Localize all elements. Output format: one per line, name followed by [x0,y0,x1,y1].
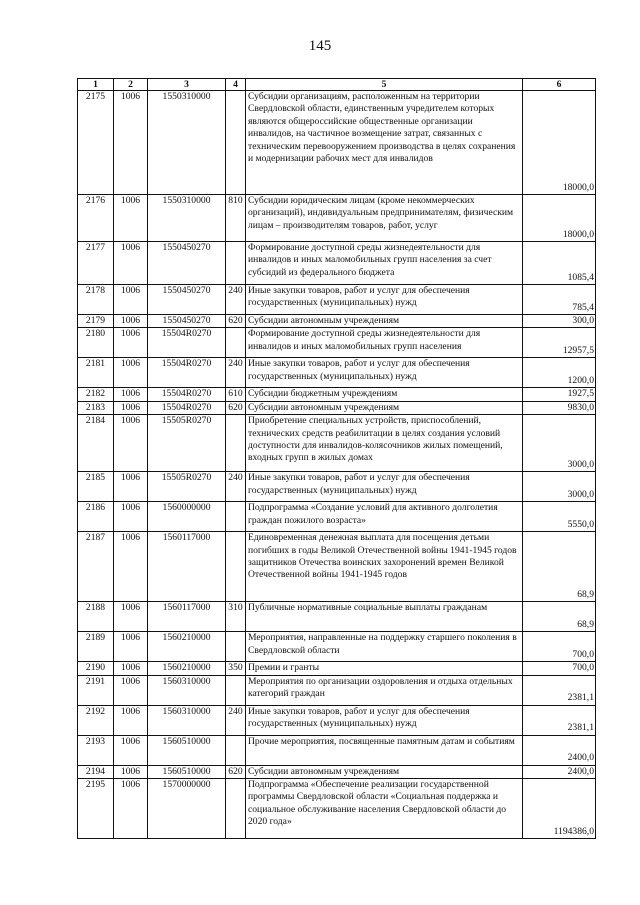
section-code-cell: 1006 [114,765,148,778]
section-code-cell: 1006 [114,315,148,328]
amount-cell: 5550,0 [523,502,596,532]
expense-type-cell [226,415,246,472]
description-cell: Приобретение специальных устройств, приспособлений, технических средств реабилитации в целях создания условий доступности для инвалидов-колясочников жилых помещений, входных групп в жилых домах [246,415,523,472]
target-code-cell: 1560510000 [148,765,226,778]
amount-cell: 12957,5 [523,328,596,358]
table-row [78,502,596,532]
amount-cell: 700,0 [523,662,596,675]
amount-cell: 700,0 [523,632,596,662]
amount-cell: 3000,0 [523,415,596,472]
expense-type-cell [226,532,246,602]
expense-type-cell: 620 [226,765,246,778]
description-cell: Подпрограмма «Обеспечение реализации государственной программы Свердловской области «Социальная поддержка и социальное обслуживание населения Свердловской области до 2020 года» [246,779,523,839]
amount-cell: 3000,0 [523,472,596,502]
expense-type-cell [226,779,246,839]
section-code-cell: 1006 [114,602,148,632]
section-code-cell: 1006 [114,358,148,388]
section-code-cell: 1006 [114,705,148,735]
expense-type-cell: 240 [226,705,246,735]
header-cell: 2 [114,79,148,91]
section-code-cell: 1006 [114,662,148,675]
target-code-cell: 1560117000 [148,602,226,632]
expense-type-cell: 240 [226,285,246,315]
description-cell: Формирование доступной среды жизнедеятельности для инвалидов и иных маломобильных групп населения [246,328,523,358]
table-row [78,602,596,632]
table-row [78,765,596,778]
description-cell: Иные закупки товаров, работ и услуг для обеспечения государственных (муниципальных) нужд [246,358,523,388]
table-row [78,735,596,765]
header-row [78,79,596,91]
description-cell: Формирование доступной среды жизнедеятельности для инвалидов и иных маломобильных групп населения за счет субсидий из федерального бюджета [246,242,523,285]
table-row [78,285,596,315]
section-code-cell: 1006 [114,632,148,662]
section-code-cell: 1006 [114,328,148,358]
description-cell: Единовременная денежная выплата для посещения детьми погибших в годы Великой Отечественной войны 1941-1945 годов защитников Отечества воинских захоронений времен Великой Отечественной войны 1941-1945 годов [246,532,523,602]
target-code-cell: 15504R0270 [148,328,226,358]
description-cell: Иные закупки товаров, работ и услуг для обеспечения государственных (муниципальных) нужд [246,285,523,315]
expense-type-cell [226,328,246,358]
page-number: 145 [308,38,332,54]
target-code-cell: 15504R0270 [148,358,226,388]
target-code-cell: 15504R0270 [148,388,226,401]
table-row [78,415,596,472]
row-number-cell: 2177 [78,242,114,285]
row-number-cell: 2191 [78,675,114,705]
expense-type-cell: 310 [226,602,246,632]
table-row [78,358,596,388]
row-number-cell: 2179 [78,315,114,328]
target-code-cell: 1560210000 [148,632,226,662]
row-number-cell: 2186 [78,502,114,532]
target-code-cell: 1560510000 [148,735,226,765]
header-cell: 4 [226,79,246,91]
header-cell: 6 [523,79,596,91]
section-code-cell: 1006 [114,242,148,285]
row-number-cell: 2178 [78,285,114,315]
target-code-cell: 1570000000 [148,779,226,839]
row-number-cell: 2192 [78,705,114,735]
header-cell: 1 [78,79,114,91]
table-row [78,91,596,195]
expense-type-cell: 240 [226,472,246,502]
row-number-cell: 2187 [78,532,114,602]
amount-cell: 1200,0 [523,358,596,388]
amount-cell: 9830,0 [523,401,596,414]
expense-type-cell [226,735,246,765]
expense-type-cell: 240 [226,358,246,388]
expense-type-cell: 810 [226,195,246,242]
table-row [78,675,596,705]
row-number-cell: 2175 [78,91,114,195]
row-number-cell: 2185 [78,472,114,502]
expense-type-cell [226,502,246,532]
target-code-cell: 1550450270 [148,242,226,285]
row-number-cell: 2183 [78,401,114,414]
section-code-cell: 1006 [114,735,148,765]
expense-type-cell: 610 [226,388,246,401]
target-code-cell: 15504R0270 [148,401,226,414]
target-code-cell: 1560000000 [148,502,226,532]
section-code-cell: 1006 [114,415,148,472]
description-cell: Премии и гранты [246,662,523,675]
target-code-cell: 1560210000 [148,662,226,675]
expense-type-cell: 350 [226,662,246,675]
header-cell: 5 [246,79,523,91]
amount-cell: 785,4 [523,285,596,315]
table-row [78,195,596,242]
table-row [78,779,596,839]
target-code-cell: 1550310000 [148,91,226,195]
row-number-cell: 2184 [78,415,114,472]
description-cell: Субсидии юридическим лицам (кроме некоммерческих организаций), индивидуальным предпринимателям, физическим лицам – производителям товаров, работ, услуг [246,195,523,242]
expense-type-cell [226,675,246,705]
section-code-cell: 1006 [114,532,148,602]
description-cell: Прочие мероприятия, посвященные памятным датам и событиям [246,735,523,765]
target-code-cell: 1560310000 [148,675,226,705]
amount-cell: 1927,5 [523,388,596,401]
target-code-cell: 1560310000 [148,705,226,735]
table-row [78,632,596,662]
amount-cell: 2400,0 [523,735,596,765]
table-row [78,532,596,602]
table-row [78,328,596,358]
row-number-cell: 2190 [78,662,114,675]
expense-type-cell: 620 [226,315,246,328]
expense-type-cell [226,91,246,195]
amount-cell: 68,9 [523,602,596,632]
description-cell: Публичные нормативные социальные выплаты гражданам [246,602,523,632]
amount-cell: 1085,4 [523,242,596,285]
description-cell: Субсидии автономным учреждениям [246,765,523,778]
row-number-cell: 2189 [78,632,114,662]
description-cell: Мероприятия по организации оздоровления и отдыха отдельных категорий граждан [246,675,523,705]
expense-type-cell [226,632,246,662]
amount-cell: 2381,1 [523,675,596,705]
amount-cell: 18000,0 [523,91,596,195]
row-number-cell: 2181 [78,358,114,388]
target-code-cell: 1550450270 [148,315,226,328]
table-row [78,472,596,502]
target-code-cell: 1550450270 [148,285,226,315]
description-cell: Субсидии автономным учреждениям [246,315,523,328]
row-number-cell: 2194 [78,765,114,778]
row-number-cell: 2176 [78,195,114,242]
amount-cell: 18000,0 [523,195,596,242]
row-number-cell: 2193 [78,735,114,765]
budget-table [77,78,596,839]
amount-cell: 2381,1 [523,705,596,735]
table-row [78,401,596,414]
target-code-cell: 1550310000 [148,195,226,242]
description-cell: Мероприятия, направленные на поддержку старшего поколения в Свердловской области [246,632,523,662]
target-code-cell: 15505R0270 [148,472,226,502]
description-cell: Субсидии организациям, расположенным на территории Свердловской области, единственным учредителем которых являются общероссийские общественные организации инвалидов, на частичное возмещение затрат, связанных с техническим перевооружением производства в целях сохранения и модернизации рабочих мест для инвалидов [246,91,523,195]
expense-type-cell: 620 [226,401,246,414]
description-cell: Субсидии бюджетным учреждениям [246,388,523,401]
amount-cell: 68,9 [523,532,596,602]
description-cell: Иные закупки товаров, работ и услуг для обеспечения государственных (муниципальных) нужд [246,472,523,502]
section-code-cell: 1006 [114,388,148,401]
section-code-cell: 1006 [114,91,148,195]
header-cell: 3 [148,79,226,91]
expense-type-cell [226,242,246,285]
section-code-cell: 1006 [114,195,148,242]
section-code-cell: 1006 [114,675,148,705]
table-row [78,242,596,285]
section-code-cell: 1006 [114,285,148,315]
target-code-cell: 1560117000 [148,532,226,602]
target-code-cell: 15505R0270 [148,415,226,472]
row-number-cell: 2182 [78,388,114,401]
description-cell: Подпрограмма «Создание условий для активного долголетия граждан пожилого возраста» [246,502,523,532]
table-row [78,705,596,735]
amount-cell: 2400,0 [523,765,596,778]
section-code-cell: 1006 [114,779,148,839]
table-row [78,388,596,401]
section-code-cell: 1006 [114,502,148,532]
amount-cell: 300,0 [523,315,596,328]
row-number-cell: 2195 [78,779,114,839]
table-row [78,315,596,328]
section-code-cell: 1006 [114,472,148,502]
amount-cell: 1194386,0 [523,779,596,839]
description-cell: Иные закупки товаров, работ и услуг для обеспечения государственных (муниципальных) нужд [246,705,523,735]
description-cell: Субсидии автономным учреждениям [246,401,523,414]
row-number-cell: 2180 [78,328,114,358]
row-number-cell: 2188 [78,602,114,632]
table-row [78,662,596,675]
section-code-cell: 1006 [114,401,148,414]
